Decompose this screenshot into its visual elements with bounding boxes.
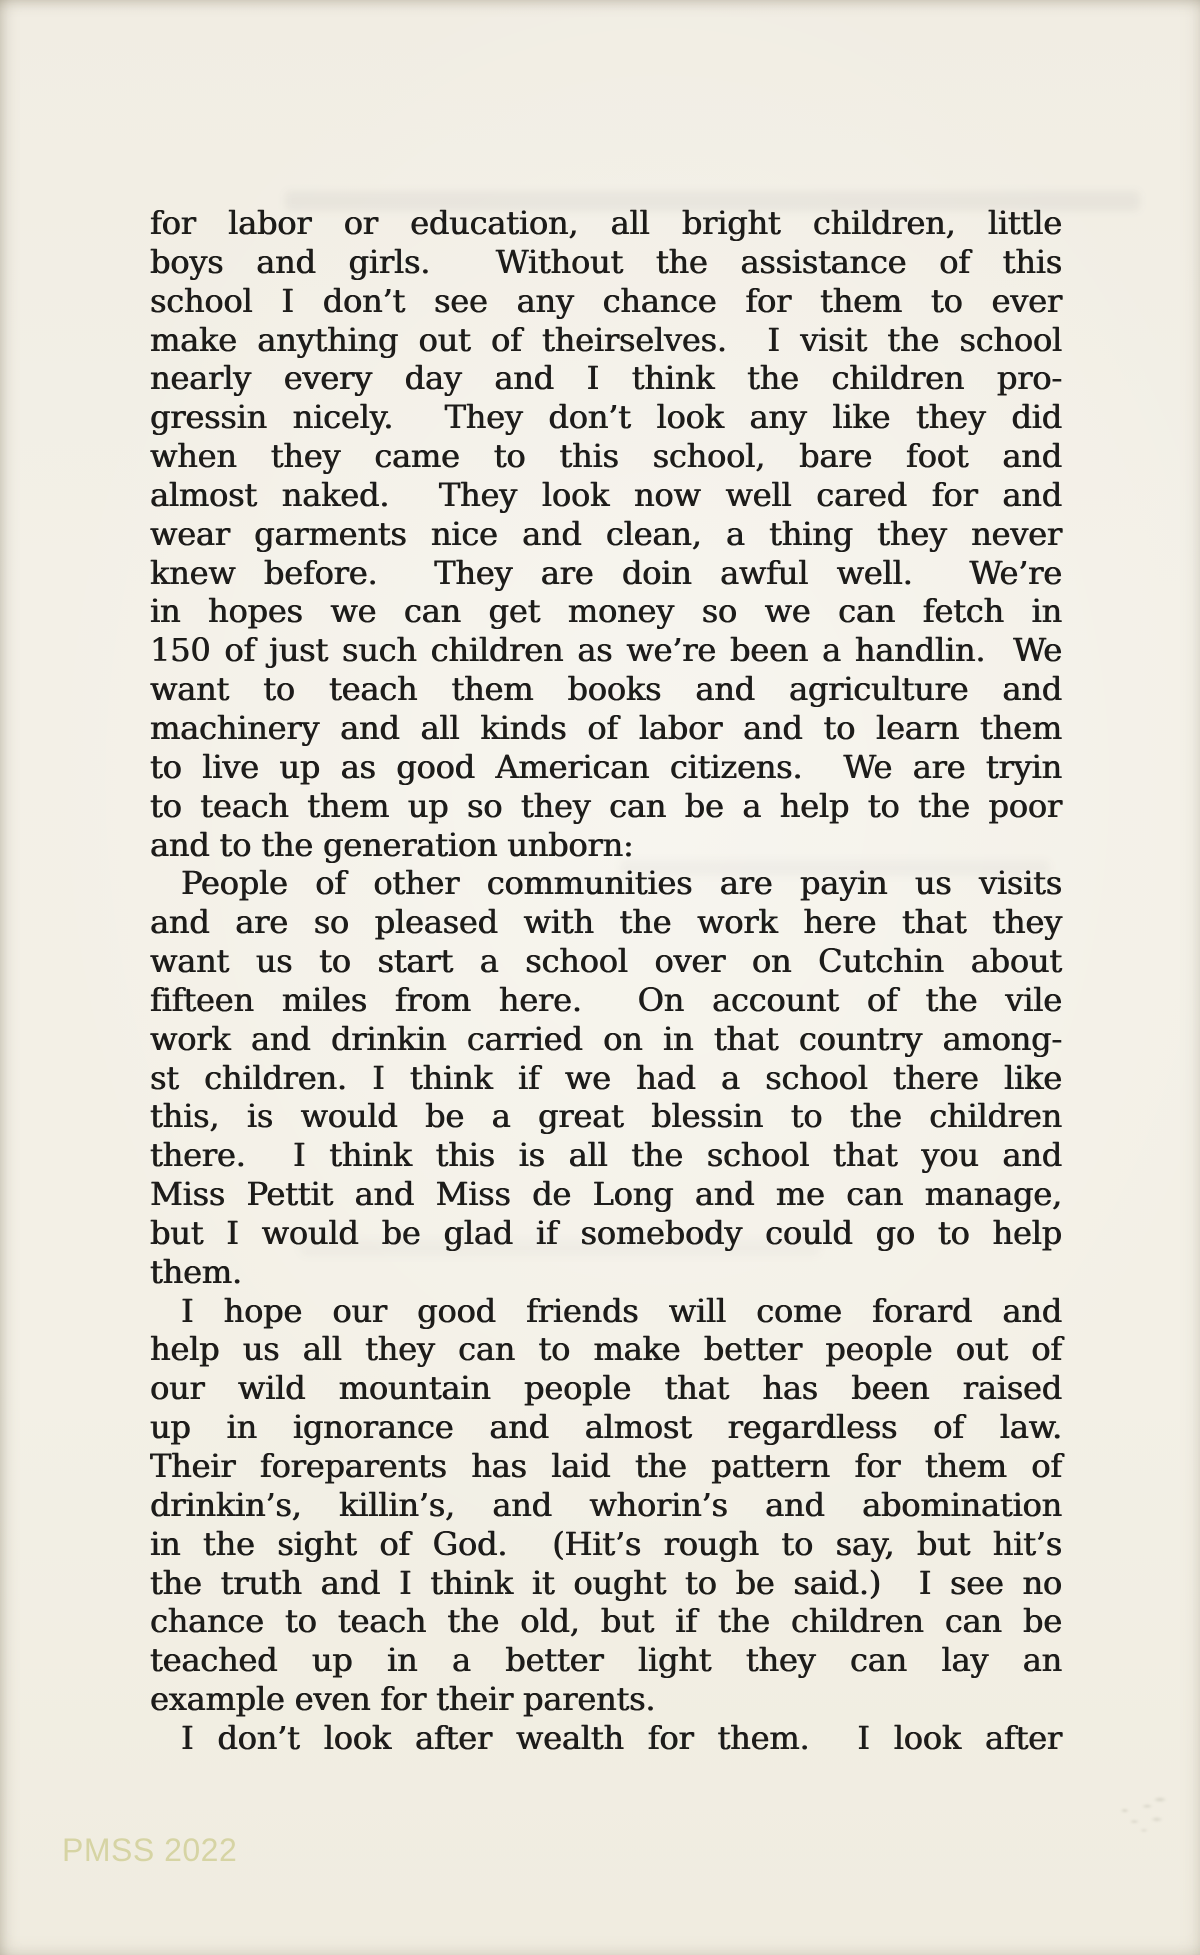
text-line: in hopes we can get money so we can fetch in [150, 592, 1062, 631]
text-line: example even for their parents. [150, 1680, 656, 1719]
text-line: make anything out of theirselves. I visit the school [150, 320, 1062, 359]
text-line: but I would be glad if somebody could go to help [150, 1213, 1062, 1252]
text-line: this, is would be a great blessin to the children [150, 1097, 1062, 1136]
text-line: 150 of just such children as we’re been a handlin. We [150, 631, 1062, 670]
text-line: teached up in a better light they can lay an [150, 1641, 1062, 1680]
text-line: drinkin’s, killin’s, and whorin’s and abomination [150, 1485, 1062, 1524]
watermark: PMSS 2022 [62, 1832, 238, 1868]
paragraph [150, 1292, 1062, 1719]
text-line: want to teach them books and agriculture and [150, 670, 1062, 709]
text-line: boys and girls. Without the assistance of this [150, 242, 1062, 281]
text-line: wear garments nice and clean, a thing they never [150, 514, 1062, 553]
text-line: st children. I think if we had a school there like [150, 1058, 1062, 1097]
text-line: almost naked. They look now well cared for and [150, 475, 1062, 514]
text-line: I don’t look after wealth for them. I look after [181, 1718, 1062, 1757]
text-block [150, 204, 1062, 1758]
text-line: want us to start a school over on Cutchin about [150, 942, 1062, 981]
text-line: work and drinkin carried on in that country among- [150, 1019, 1062, 1058]
text-line: knew before. They are doin awful well. We’re [150, 553, 1062, 592]
text-line: Miss Pettit and Miss de Long and me can manage, [150, 1175, 1062, 1214]
text-line: and are so pleased with the work here that they [150, 903, 1062, 942]
text-line: chance to teach the old, but if the children can be [150, 1602, 1062, 1641]
text-line: in the sight of God. (Hit’s rough to say, but hit’s [150, 1524, 1062, 1563]
text-line: help us all they can to make better people out of [150, 1330, 1062, 1369]
text-line: and to the generation unborn: [150, 825, 634, 864]
text-line: nearly every day and I think the children pro- [150, 359, 1062, 398]
text-line: People of other communities are payin us visits [181, 864, 1062, 903]
text-line: to teach them up so they can be a help to the poor [150, 786, 1062, 825]
pencil-smudge [1112, 1793, 1176, 1837]
text-line: the truth and I think it ought to be said.) I see no [150, 1563, 1062, 1602]
text-line: fifteen miles from here. On account of the vile [150, 980, 1062, 1019]
text-line: Their foreparents has laid the pattern for them of [150, 1447, 1062, 1485]
paragraph [150, 1719, 1062, 1758]
paragraph [150, 204, 1062, 864]
text-line: there. I think this is all the school that you and [150, 1136, 1062, 1175]
text-line: when they came to this school, bare foot and [150, 437, 1062, 476]
text-line: them. [150, 1252, 242, 1291]
text-line: gressin nicely. They don’t look any like they did [150, 398, 1062, 437]
text-line: machinery and all kinds of labor and to learn them [150, 708, 1062, 747]
text-line: up in ignorance and almost regardless of law. [150, 1408, 1062, 1447]
text-line: our wild mountain people that has been raised [150, 1369, 1062, 1408]
text-line: to live up as good American citizens. We are tryin [150, 747, 1062, 786]
paragraph [150, 864, 1062, 1291]
text-line: I hope our good friends will come forard and [181, 1291, 1062, 1330]
text-line: school I don’t see any chance for them to ever [150, 281, 1062, 320]
text-line: for labor or education, all bright children, little [150, 204, 1062, 242]
